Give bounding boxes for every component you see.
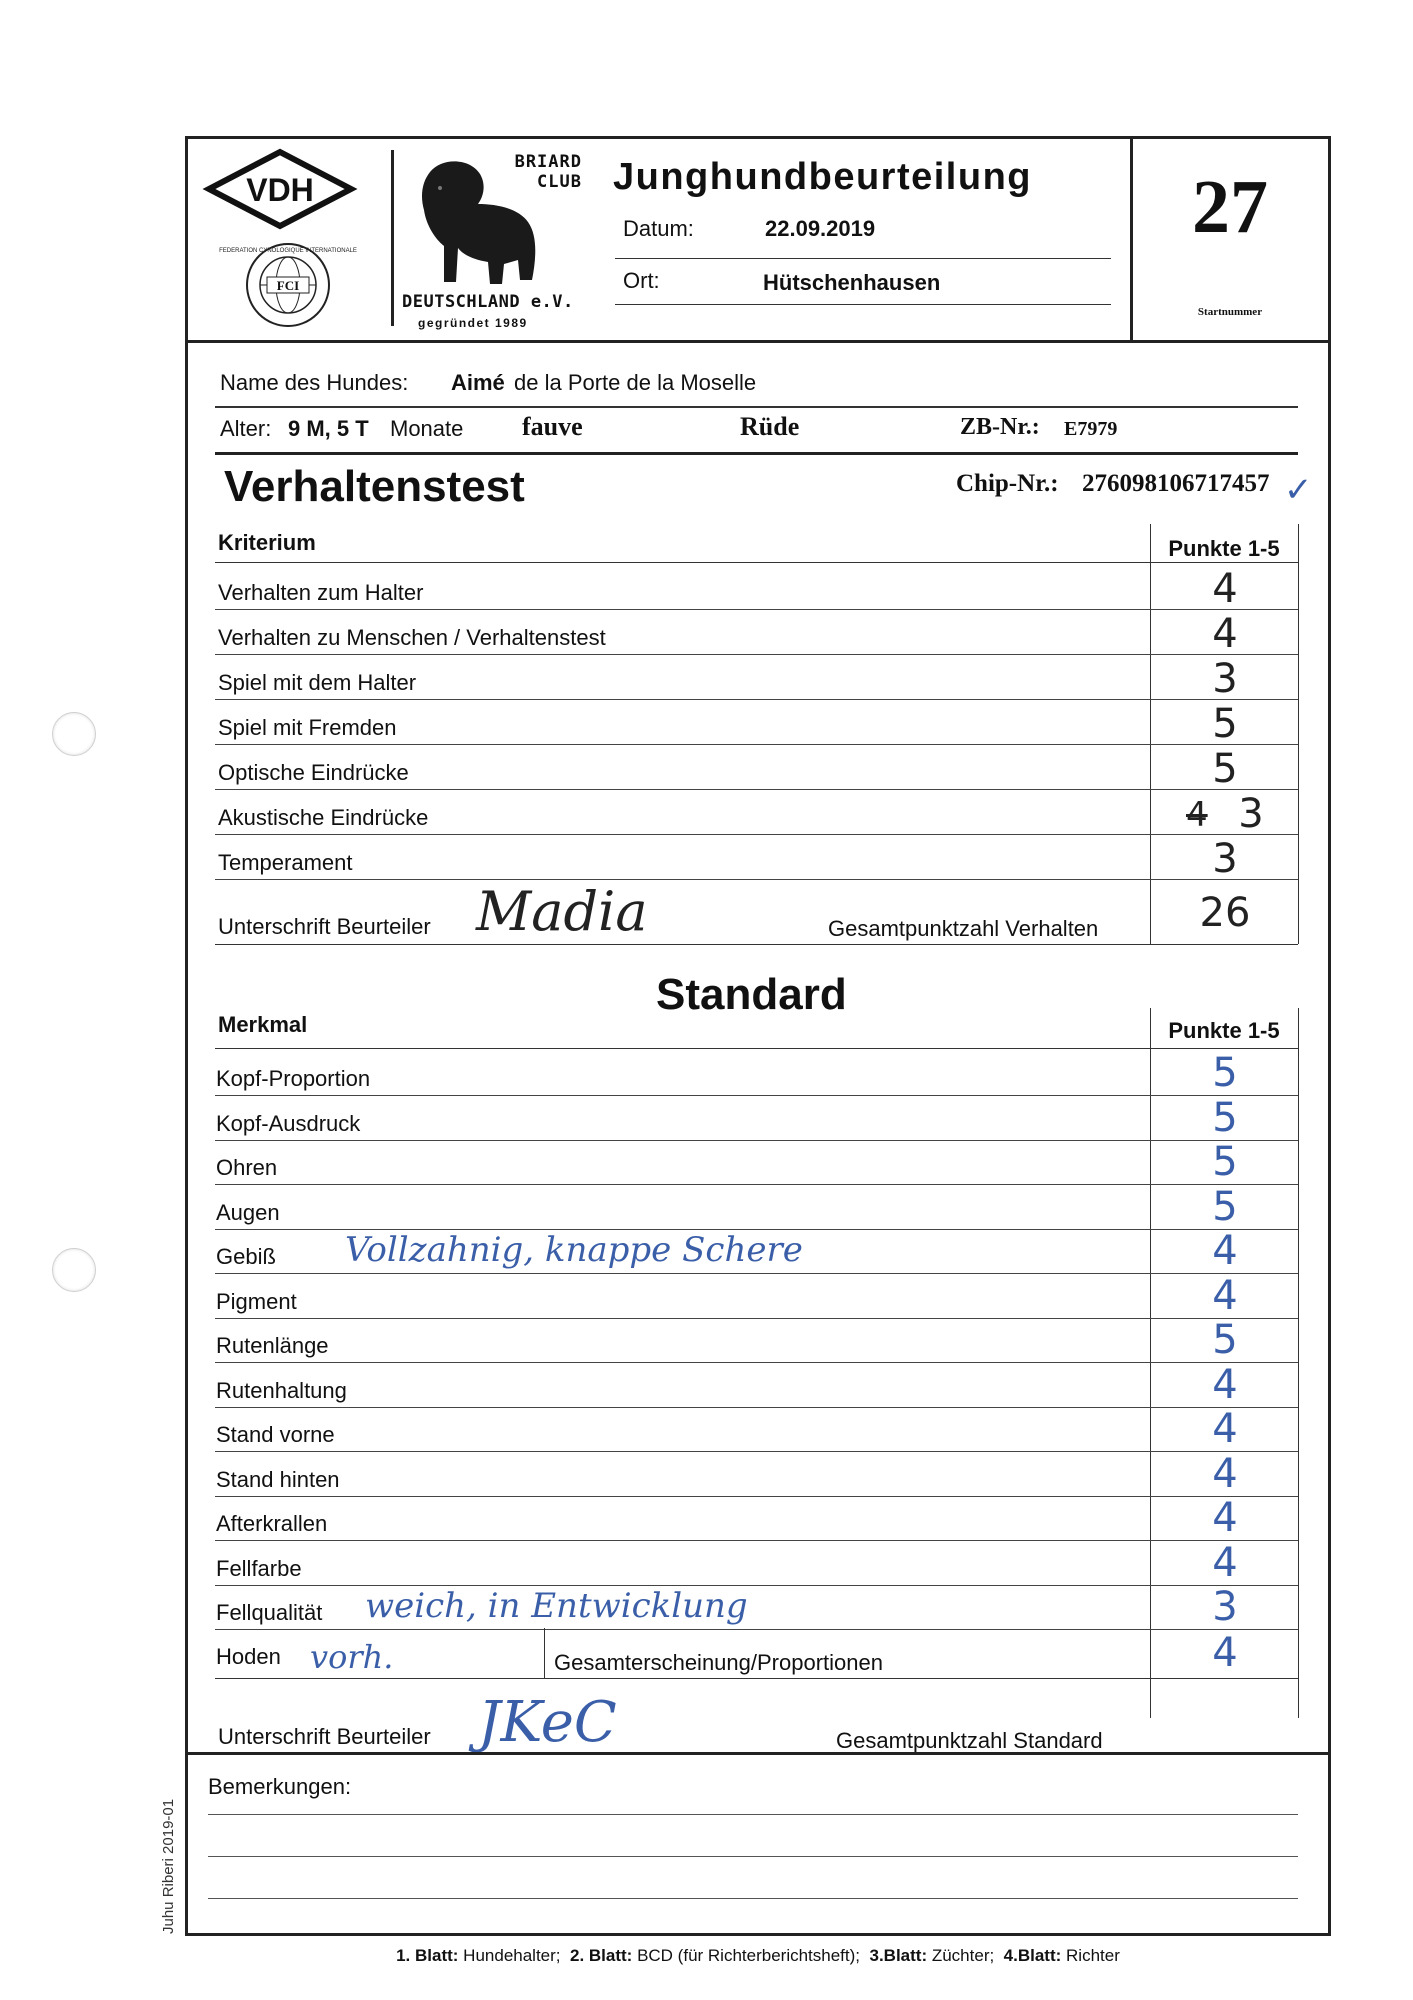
standard-row-label: Kopf-Proportion bbox=[216, 1066, 371, 1091]
standard-row-score: 3 bbox=[1212, 1584, 1238, 1630]
punch-hole-bottom bbox=[52, 1248, 96, 1292]
verhalten-row-score: 4 bbox=[1212, 611, 1238, 657]
standard-row-rule bbox=[215, 1496, 1298, 1497]
verhalten-bottom-rule bbox=[215, 944, 1298, 945]
standard-row-score: 5 bbox=[1212, 1050, 1238, 1096]
verhalten-row-rule bbox=[215, 744, 1298, 745]
footer bbox=[185, 1946, 1331, 1966]
standard-row-label: Ohren bbox=[216, 1155, 278, 1180]
logo-divider bbox=[391, 150, 394, 326]
standard-row-score: 4 bbox=[1212, 1540, 1238, 1586]
club-line1: BRIARD bbox=[514, 152, 582, 172]
merkmal-header: Merkmal bbox=[218, 1012, 308, 1037]
standard-row-note: Vollzahnig, knappe Schere bbox=[345, 1230, 803, 1270]
standard-row-score: 4 bbox=[1212, 1495, 1238, 1541]
club-line2: CLUB bbox=[537, 172, 582, 192]
standard-row-rule bbox=[215, 1540, 1298, 1541]
standard-row-rule bbox=[215, 1629, 1298, 1630]
verhalten-row-rule bbox=[215, 654, 1298, 655]
page-title: Junghundbeurteilung bbox=[613, 156, 1033, 198]
standard-signature-label: Unterschrift Beurteiler bbox=[218, 1724, 431, 1749]
standard-row-rule bbox=[215, 1184, 1298, 1185]
standard-row-rule bbox=[215, 1140, 1298, 1141]
standard-title: Standard bbox=[656, 970, 847, 1019]
standard-row-label: Stand vorne bbox=[216, 1422, 335, 1447]
verhalten-row-label: Temperament bbox=[218, 850, 353, 875]
standard-row-rule bbox=[215, 1273, 1298, 1274]
hoden-label: Hoden bbox=[216, 1644, 281, 1669]
gesamterscheinung-label: Gesamterscheinung/Proportionen bbox=[554, 1650, 883, 1675]
punch-hole-top bbox=[52, 712, 96, 756]
standard-row-label: Stand hinten bbox=[216, 1467, 340, 1492]
verhalten-total-value: 26 bbox=[1199, 890, 1251, 936]
verhalten-row-score: 5 bbox=[1212, 746, 1238, 792]
standard-row-label: Fellqualität bbox=[216, 1600, 323, 1625]
standard-row-rule bbox=[215, 1362, 1298, 1363]
verhalten-row-label: Verhalten zum Halter bbox=[218, 580, 424, 605]
standard-header-rule bbox=[215, 1048, 1298, 1049]
verhalten-total-label: Gesamtpunktzahl Verhalten bbox=[828, 916, 1099, 941]
verhalten-row-label: Akustische Eindrücke bbox=[218, 805, 429, 830]
header bbox=[185, 136, 1331, 340]
club-line3: DEUTSCHLAND e.V. bbox=[402, 292, 574, 312]
verhalten-row-score: 5 bbox=[1212, 701, 1238, 747]
standard-row-label: Fellfarbe bbox=[216, 1556, 302, 1581]
verhalten-punkte-header: Punkte 1-5 bbox=[1168, 536, 1280, 561]
footer-item-3: 3.Blatt: Züchter; bbox=[869, 1946, 995, 1965]
ort-underline bbox=[615, 304, 1111, 305]
svg-text:VDH: VDH bbox=[246, 172, 314, 208]
chip-value: 276098106717457 bbox=[1082, 470, 1270, 497]
dog-name-label: Name des Hundes: bbox=[220, 370, 409, 395]
standard-row-label: Afterkrallen bbox=[216, 1511, 328, 1536]
verhalten-row-rule bbox=[215, 879, 1298, 880]
ort-label: Ort: bbox=[623, 268, 660, 293]
alter-value: 9 M, 5 T bbox=[288, 416, 369, 441]
hoden-divider bbox=[544, 1628, 545, 1678]
briard-club-logo bbox=[400, 144, 585, 334]
struck-score: 4 bbox=[1186, 795, 1208, 835]
verhalten-row-score: 4 bbox=[1212, 566, 1238, 612]
standard-signature: JKeC bbox=[478, 1690, 617, 1755]
datum-underline bbox=[615, 258, 1111, 259]
standard-row-score: 4 bbox=[1212, 1228, 1238, 1274]
standard-row-label: Gebiß bbox=[216, 1244, 276, 1269]
ort-value: Hütschenhausen bbox=[763, 270, 941, 295]
side-text: Juhu Riberi 2019-01 bbox=[160, 1798, 177, 1934]
standard-total-label: Gesamtpunktzahl Standard bbox=[836, 1728, 1103, 1753]
startnummer-divider bbox=[1130, 136, 1133, 340]
verhalten-row-label: Verhalten zu Menschen / Verhaltenstest bbox=[218, 625, 606, 650]
standard-row-score: 5 bbox=[1212, 1095, 1238, 1141]
bemerkungen-label: Bemerkungen: bbox=[208, 1774, 352, 1799]
bemerkungen-line-2 bbox=[208, 1856, 1298, 1857]
startnummer-label: Startnummer bbox=[1197, 306, 1263, 318]
footer-item-4: 4.Blatt: Richter bbox=[1003, 1946, 1120, 1965]
verhalten-row-rule bbox=[215, 699, 1298, 700]
verhalten-row-score: 3 bbox=[1212, 656, 1238, 702]
monate-label: Monate bbox=[390, 416, 464, 441]
verhalten-title: Verhaltenstest bbox=[224, 462, 525, 511]
standard-row-score: 5 bbox=[1212, 1317, 1238, 1363]
standard-row-label: Rutenlänge bbox=[216, 1333, 329, 1358]
standard-row-rule bbox=[215, 1318, 1298, 1319]
standard-row-rule bbox=[215, 1407, 1298, 1408]
standard-row-score: 4 bbox=[1212, 1406, 1238, 1452]
standard-row-label: Rutenhaltung bbox=[216, 1378, 347, 1403]
startnummer-value: 27 bbox=[1192, 165, 1268, 249]
dog-sex: Rüde bbox=[740, 412, 800, 441]
alter-label: Alter: bbox=[220, 416, 272, 441]
standard-bottom-rule bbox=[185, 1752, 1331, 1755]
standard-row-score: 5 bbox=[1212, 1139, 1238, 1185]
hoden-note: vorh. bbox=[310, 1638, 394, 1676]
fci-logo bbox=[219, 240, 357, 330]
gesamterscheinung-score: 4 bbox=[1212, 1630, 1238, 1676]
verhalten-row-label: Spiel mit Fremden bbox=[218, 715, 397, 740]
dog-name-bold: Aimé bbox=[451, 370, 505, 395]
verhalten-row-rule bbox=[215, 789, 1298, 790]
standard-row-score: 5 bbox=[1212, 1184, 1238, 1230]
chip-checkmark: ✓ bbox=[1284, 470, 1313, 510]
standard-row-score: 4 bbox=[1212, 1451, 1238, 1497]
verhalten-row-score: 3 bbox=[1238, 791, 1264, 837]
vdh-logo bbox=[205, 148, 355, 230]
verhalten-row-label: Optische Eindrücke bbox=[218, 760, 409, 785]
verhalten-signature: Madia bbox=[476, 880, 648, 943]
verhalten-row-score: 3 bbox=[1212, 836, 1238, 882]
footer-item-1: 1. Blatt: Hundehalter; bbox=[396, 1946, 561, 1965]
standard-row-rule bbox=[215, 1451, 1298, 1452]
verhalten-row-rule bbox=[215, 609, 1298, 610]
kriterium-header: Kriterium bbox=[218, 530, 316, 555]
standard-row-label: Kopf-Ausdruck bbox=[216, 1111, 361, 1136]
standard-row-score: 4 bbox=[1212, 1362, 1238, 1408]
svg-text:FEDERATION CYNOLOGIQUE INTERNA: FEDERATION CYNOLOGIQUE INTERNATIONALE bbox=[219, 248, 357, 254]
standard-row-score: 4 bbox=[1212, 1273, 1238, 1319]
alter-underline bbox=[215, 452, 1298, 455]
verhalten-signature-label: Unterschrift Beurteiler bbox=[218, 914, 431, 939]
dog-name-rest: de la Porte de la Moselle bbox=[514, 370, 757, 395]
footer-item-2: 2. Blatt: BCD (für Richterberichtsheft); bbox=[569, 1946, 861, 1965]
datum-value: 22.09.2019 bbox=[765, 216, 876, 241]
verhalten-header-rule bbox=[215, 562, 1298, 563]
standard-row-rule bbox=[215, 1095, 1298, 1096]
dog-color: fauve bbox=[522, 412, 583, 441]
bemerkungen-line-3 bbox=[208, 1898, 1298, 1899]
name-underline bbox=[215, 406, 1298, 408]
bemerkungen-line-1 bbox=[208, 1814, 1298, 1815]
svg-text:FCI: FCI bbox=[276, 278, 300, 293]
chip-label: Chip-Nr.: bbox=[956, 470, 1059, 497]
verhalten-row-rule bbox=[215, 834, 1298, 835]
hoden-rule bbox=[215, 1678, 1298, 1679]
header-bottom-rule bbox=[185, 340, 1331, 343]
club-line4: gegründet 1989 bbox=[418, 316, 528, 330]
zb-value: E7979 bbox=[1064, 418, 1118, 440]
standard-row-label: Augen bbox=[216, 1200, 280, 1225]
standard-punkte-header: Punkte 1-5 bbox=[1168, 1018, 1280, 1043]
verhalten-row-label: Spiel mit dem Halter bbox=[218, 670, 417, 695]
standard-row-note: weich, in Entwicklung bbox=[365, 1586, 748, 1626]
standard-row-label: Pigment bbox=[216, 1289, 297, 1314]
zb-label: ZB-Nr.: bbox=[960, 414, 1040, 440]
datum-label: Datum: bbox=[623, 216, 694, 241]
